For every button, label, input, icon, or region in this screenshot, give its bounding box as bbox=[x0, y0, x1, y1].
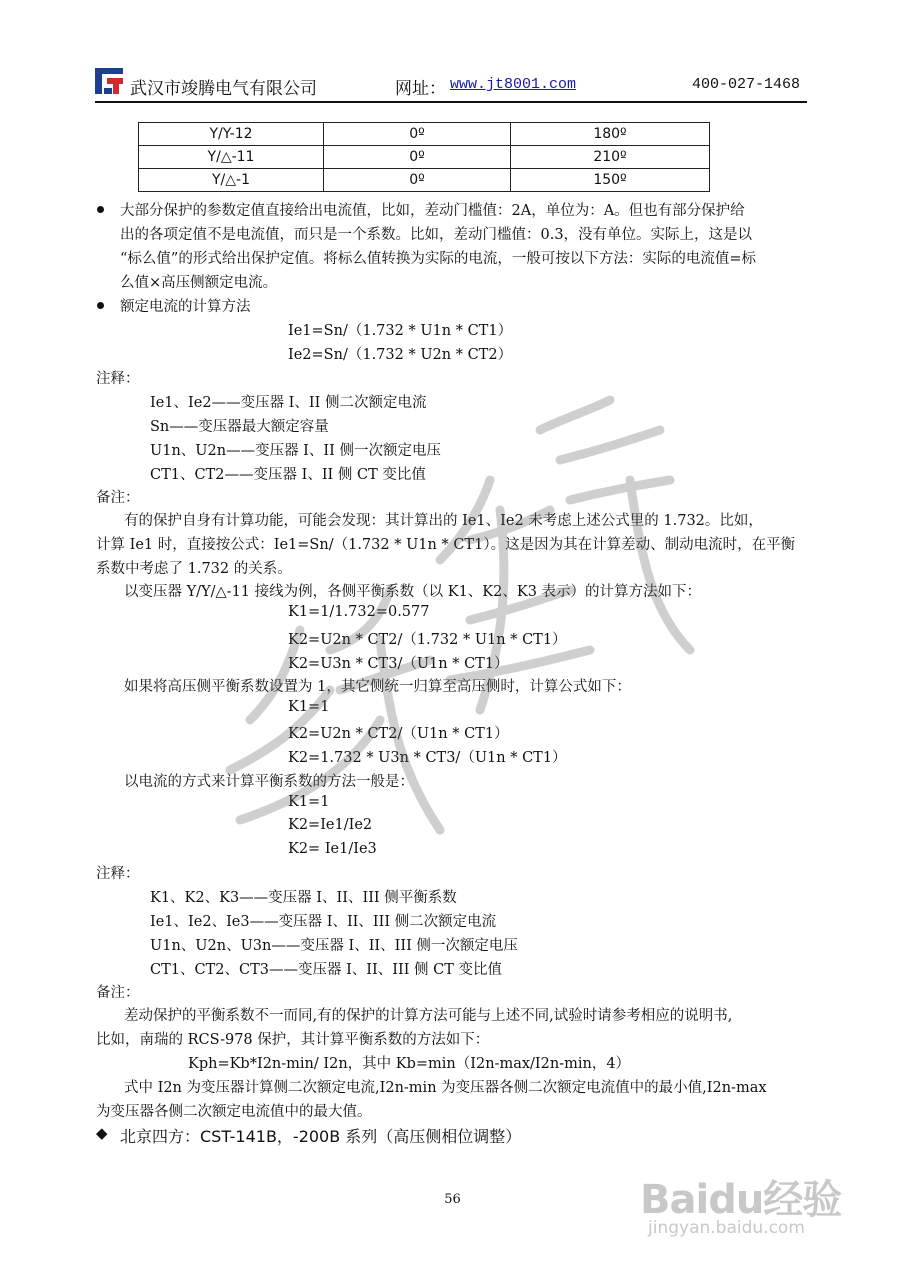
paragraph-line: 系数中考虑了 1.732 的关系。 bbox=[96, 561, 292, 577]
calligraphy-watermark-icon bbox=[210, 390, 710, 860]
remark-label: 备注： bbox=[96, 985, 140, 1001]
page-number: 56 bbox=[444, 1192, 461, 1207]
bullet-title: 额定电流的计算方法 bbox=[120, 299, 251, 315]
paragraph-line: 如果将高压侧平衡系数设置为 1，其它侧统一归算至高压侧时，计算公式如下： bbox=[124, 679, 631, 695]
paragraph-line: 以变压器 Y/Y/△-11 接线为例，各侧平衡系数（以 K1、K2、K3 表示）的计算方法如下： bbox=[124, 584, 702, 600]
diamond-bullet-icon: ◆ bbox=[96, 1124, 108, 1142]
note-item: CT1、CT2——变压器 I、II 侧 CT 变比值 bbox=[150, 467, 426, 483]
formula: K2= Ie1/Ie3 bbox=[288, 841, 377, 857]
formula: K2=Ie1/Ie2 bbox=[288, 817, 373, 833]
website-label: 网址： bbox=[395, 79, 446, 99]
table-row bbox=[139, 123, 710, 146]
paragraph-line: 大部分保护的参数定值直接给出电流值，比如，差动门槛值：2A，单位为：A。但也有部分保护给 bbox=[120, 203, 745, 219]
company-name: 武汉市竣腾电气有限公司 bbox=[130, 79, 317, 99]
formula: K1=1/1.732=0.577 bbox=[288, 604, 430, 620]
bullet-icon bbox=[97, 206, 104, 213]
formula: Kph=Kb*I2n-min/ I2n，其中 Kb=min（I2n-max/I2n-min，4） bbox=[188, 1056, 631, 1072]
phase-table bbox=[138, 122, 710, 192]
baidu-watermark: Baidu经验 bbox=[640, 1177, 842, 1223]
formula: K2=U3n * CT3/（U1n * CT1） bbox=[288, 656, 509, 672]
table-cell: 180º bbox=[511, 123, 710, 146]
note-item: U1n、U2n——变压器 I、II 侧一次额定电压 bbox=[150, 443, 441, 459]
table-cell: Y/△-11 bbox=[139, 146, 324, 169]
note-item: CT1、CT2、CT3——变压器 I、II、III 侧 CT 变比值 bbox=[150, 962, 503, 978]
formula: K2=1.732 * U3n * CT3/（U1n * CT1） bbox=[288, 750, 567, 766]
note-item: Sn——变压器最大额定容量 bbox=[150, 419, 329, 435]
jingyan-watermark: jingyan.baidu.com bbox=[648, 1218, 805, 1238]
paragraph-line: 以电流的方式来计算平衡系数的方法一般是： bbox=[124, 774, 414, 790]
table-cell: Y/△-1 bbox=[139, 169, 324, 192]
table-cell: 210º bbox=[511, 146, 710, 169]
formula: K2=U2n * CT2/（1.732 * U1n * CT1） bbox=[288, 632, 567, 648]
table-cell: 0º bbox=[324, 146, 511, 169]
table-cell: 0º bbox=[324, 169, 511, 192]
table-cell: Y/Y-12 bbox=[139, 123, 324, 146]
formula: K2=U2n * CT2/（U1n * CT1） bbox=[288, 726, 509, 742]
paragraph-line: 差动保护的平衡系数不一而同,有的保护的计算方法可能与上述不同,试验时请参考相应的说明书, bbox=[124, 1008, 733, 1024]
section-heading: 北京四方：CST-141B，-200B 系列（高压侧相位调整） bbox=[120, 1127, 522, 1146]
table-row bbox=[139, 169, 710, 192]
note-label: 注释： bbox=[96, 371, 140, 387]
website-link[interactable]: www.jt8001.com bbox=[450, 76, 577, 93]
formula: K1=1 bbox=[288, 699, 330, 715]
paragraph-line: 为变压器各侧二次额定电流值中的最大值。 bbox=[96, 1104, 372, 1120]
formula: Ie2=Sn/（1.732 * U2n * CT2） bbox=[288, 347, 513, 363]
company-logo bbox=[95, 66, 123, 96]
note-label: 注释： bbox=[96, 866, 140, 882]
table-cell: 150º bbox=[511, 169, 710, 192]
paragraph-line: 么值×高压侧额定电流。 bbox=[120, 275, 278, 291]
table-cell: 0º bbox=[324, 123, 511, 146]
paragraph-line: 计算 Ie1 时，直接按公式：Ie1=Sn/（1.732 * U1n * CT1）。这是因为其在计算差动、制动电流时，在平衡 bbox=[96, 537, 796, 553]
paragraph-line: 出的各项定值不是电流值，而只是一个系数。比如，差动门槛值：0.3，没有单位。实际上，这是以 bbox=[120, 227, 753, 243]
note-item: Ie1、Ie2、Ie3——变压器 I、II、III 侧二次额定电流 bbox=[150, 914, 497, 930]
paragraph-line: 比如，南瑞的 RCS-978 保护，其计算平衡系数的方法如下： bbox=[96, 1032, 490, 1048]
note-item: Ie1、Ie2——变压器 I、II 侧二次额定电流 bbox=[150, 395, 427, 411]
phone-number: 400-027-1468 bbox=[692, 76, 801, 93]
note-item: U1n、U2n、U3n——变压器 I、II、III 侧一次额定电压 bbox=[150, 938, 518, 954]
bullet-icon bbox=[97, 302, 104, 309]
header-divider bbox=[95, 101, 807, 103]
remark-label: 备注： bbox=[96, 490, 140, 506]
paragraph-line: “标么值”的形式给出保护定值。将标么值转换为实际的电流，一般可按以下方法：实际的电流值=标 bbox=[120, 251, 756, 267]
paragraph-line: 式中 I2n 为变压器计算侧二次额定电流,I2n-min 为变压器各侧二次额定电流值中的最小值,I2n-max bbox=[124, 1080, 767, 1096]
table-row bbox=[139, 146, 710, 169]
formula: K1=1 bbox=[288, 794, 330, 810]
formula: Ie1=Sn/（1.732 * U1n * CT1） bbox=[288, 323, 513, 339]
note-item: K1、K2、K3——变压器 I、II、III 侧平衡系数 bbox=[150, 890, 457, 906]
paragraph-line: 有的保护自身有计算功能，可能会发现：其计算出的 Ie1、Ie2 未考虑上述公式里的 1.732。比如， bbox=[124, 513, 763, 529]
